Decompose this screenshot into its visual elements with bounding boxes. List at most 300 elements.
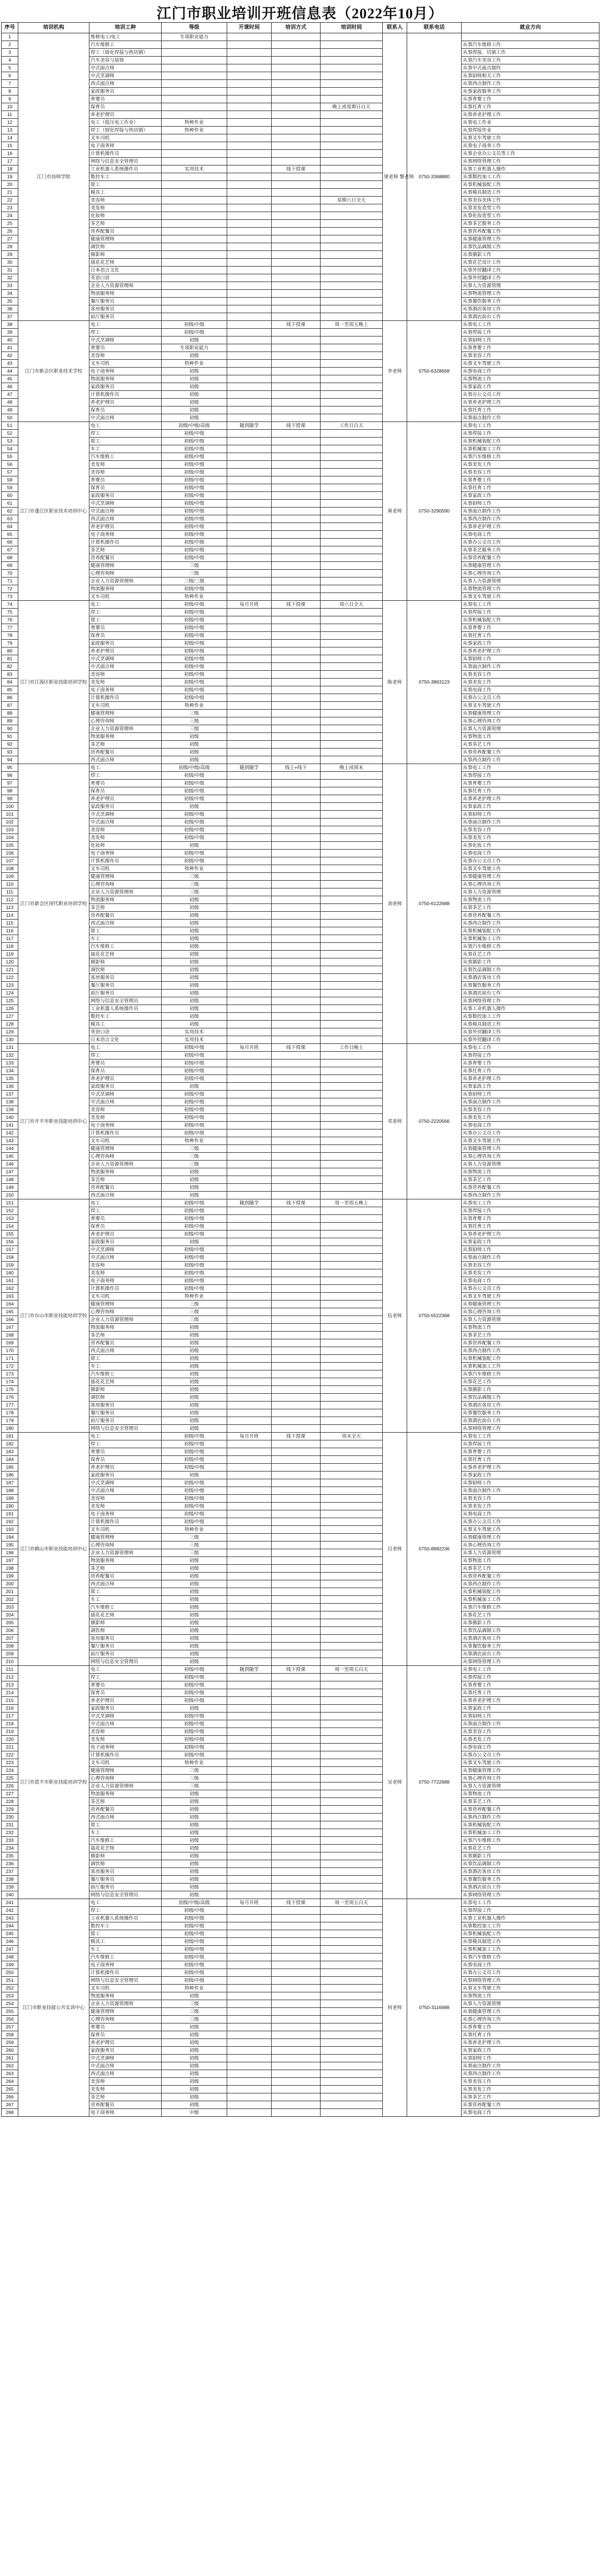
class-cell: 电工 — [89, 601, 162, 609]
row-index: 151 — [2, 1199, 18, 1207]
mode-cell — [272, 267, 321, 274]
level-cell: 初级/中级 — [162, 795, 227, 803]
level-cell: 初级/中级 — [162, 694, 227, 702]
level-cell: 三级 — [162, 1316, 227, 1324]
job-cell: 从事人力资源管理 — [462, 725, 599, 733]
start-cell — [227, 1681, 272, 1689]
time-cell — [321, 1798, 383, 1806]
class-cell: 家政服务员 — [89, 640, 162, 647]
job-cell: 从事机械装配工作 — [462, 438, 599, 445]
job-cell: 从事电工工作 — [462, 1199, 599, 1207]
mode-cell — [272, 1689, 321, 1697]
table-row — [2, 1518, 599, 1526]
row-index: 50 — [2, 414, 18, 422]
level-cell: 初级/中级 — [162, 469, 227, 476]
mode-cell — [272, 1091, 321, 1098]
mode-cell — [272, 142, 321, 150]
table-row — [2, 1036, 599, 1044]
class-cell: 家政服务员 — [89, 803, 162, 811]
job-cell: 从事美发工作 — [462, 1269, 599, 1277]
mode-cell — [272, 399, 321, 406]
job-cell: 从事机械加工工作 — [462, 445, 599, 453]
level-cell: 初级 — [162, 1565, 227, 1573]
table-row — [2, 1681, 599, 1689]
mode-cell — [272, 1059, 321, 1067]
table-row — [2, 1876, 599, 1884]
class-cell: 客房服务员 — [89, 305, 162, 313]
table-row — [2, 780, 599, 787]
start-cell — [227, 1596, 272, 1604]
start-cell — [227, 1930, 272, 1938]
start-cell — [227, 220, 272, 228]
row-index: 42 — [2, 352, 18, 360]
job-cell: 从事汽车维修工作 — [462, 41, 599, 49]
row-index: 115 — [2, 920, 18, 927]
class-cell: 网络与信息安全管理员 — [89, 1658, 162, 1666]
time-cell — [321, 1339, 383, 1347]
time-cell — [321, 2016, 383, 2023]
table-row — [2, 1604, 599, 1611]
job-cell: 从事美发工作 — [462, 1114, 599, 1122]
level-cell: 初级/中级 — [162, 508, 227, 515]
mode-cell — [272, 1526, 321, 1534]
table-row — [2, 531, 599, 539]
start-cell — [227, 305, 272, 313]
job-cell: 从事企业办公文员等工作 — [462, 150, 599, 158]
job-cell: 从事健康管理工作 — [462, 2008, 599, 2016]
table-row — [2, 1083, 599, 1091]
class-cell: 电子商务师 — [89, 1122, 162, 1129]
start-cell — [227, 2000, 272, 2008]
level-cell: 初级 — [162, 1378, 227, 1386]
phone-cell: 0750-5522368 — [407, 1199, 462, 1433]
time-cell — [321, 1300, 383, 1308]
class-cell: 餐厅服务员 — [89, 1876, 162, 1884]
class-cell: 汽车维修工 — [89, 1370, 162, 1378]
header-phone: 联系电话 — [407, 23, 462, 33]
job-cell: 从事电商工作 — [462, 368, 599, 375]
time-cell — [321, 811, 383, 819]
time-cell — [321, 220, 383, 228]
time-cell — [321, 1954, 383, 1961]
row-index: 144 — [2, 1145, 18, 1153]
table-row — [2, 267, 599, 274]
class-cell: 营养配餐员 — [89, 1806, 162, 1814]
job-cell: 从事美容工作 — [462, 1262, 599, 1269]
mode-cell — [272, 1464, 321, 1472]
start-cell — [227, 585, 272, 593]
mode-cell — [272, 2023, 321, 2031]
start-cell — [227, 1324, 272, 1332]
time-cell — [321, 850, 383, 857]
start-cell — [227, 733, 272, 741]
level-cell: 初级/中级 — [162, 1674, 227, 1681]
time-cell — [321, 1425, 383, 1433]
time-cell — [321, 1705, 383, 1713]
table-row — [2, 1806, 599, 1814]
level-cell: 初级 — [162, 733, 227, 741]
level-cell: 三级 — [162, 1161, 227, 1168]
table-row — [2, 1837, 599, 1845]
start-cell — [227, 1277, 272, 1285]
table-row — [2, 1238, 599, 1246]
level-cell: 初级 — [162, 990, 227, 997]
start-cell — [227, 1293, 272, 1300]
level-cell: 初级/中级 — [162, 1262, 227, 1269]
row-index: 59 — [2, 484, 18, 492]
time-cell — [321, 2078, 383, 2086]
row-index: 76 — [2, 616, 18, 624]
time-cell — [321, 96, 383, 103]
start-cell — [227, 694, 272, 702]
time-cell — [321, 1254, 383, 1262]
mode-cell — [272, 1573, 321, 1580]
time-cell — [321, 1611, 383, 1619]
class-cell: 叉车司机 — [89, 134, 162, 142]
level-cell: 初级/中级 — [162, 1697, 227, 1705]
job-cell: 从事焊接工作 — [462, 1440, 599, 1448]
class-cell: 家政服务员 — [89, 1083, 162, 1091]
level-cell: 初级/中级 — [162, 476, 227, 484]
time-cell — [321, 694, 383, 702]
class-cell: 美容师 — [89, 2078, 162, 2086]
time-cell — [321, 1541, 383, 1549]
header-org: 培训机构 — [18, 23, 89, 33]
row-index: 195 — [2, 1541, 18, 1549]
contact-cell: 何老师 — [383, 1899, 407, 2117]
start-cell — [227, 1868, 272, 1876]
mode-cell — [272, 1580, 321, 1588]
time-cell — [321, 787, 383, 795]
job-cell: 从事茶艺工作 — [462, 1332, 599, 1339]
time-cell — [321, 1075, 383, 1083]
class-cell: 物流服务师 — [89, 1790, 162, 1798]
row-index: 112 — [2, 896, 18, 904]
row-index: 252 — [2, 1985, 18, 1992]
start-cell — [227, 383, 272, 391]
level-cell: 初级 — [162, 1604, 227, 1611]
table-row — [2, 438, 599, 445]
header-level: 等级 — [162, 23, 227, 33]
job-cell: 从事家政工作 — [462, 2047, 599, 2055]
class-cell: 前厅服务员 — [89, 990, 162, 997]
mode-cell — [272, 1643, 321, 1650]
level-cell: 初级/中级 — [162, 546, 227, 554]
class-cell: 汽车维修工 — [89, 41, 162, 49]
row-index: 85 — [2, 686, 18, 694]
class-cell: 保育员 — [89, 484, 162, 492]
table-row — [2, 1596, 599, 1604]
level-cell — [162, 173, 227, 181]
job-cell: 从事网络管理工作 — [462, 158, 599, 165]
job-cell: 从事模具制造工作 — [462, 189, 599, 197]
level-cell: 初级/中级 — [162, 671, 227, 679]
job-cell: 从事叉车驾驶工作 — [462, 1985, 599, 1992]
job-cell: 从事家政工作 — [462, 383, 599, 391]
level-cell: 初级 — [162, 1619, 227, 1627]
phone-cell: 0750-3116988 — [407, 1899, 462, 2117]
job-cell: 从事茶艺服务工作 — [462, 546, 599, 554]
start-cell — [227, 1565, 272, 1573]
class-cell: 焊工 — [89, 1052, 162, 1059]
job-cell: 从事厨师工作 — [462, 1091, 599, 1098]
table-row — [2, 1495, 599, 1503]
table-row — [2, 1588, 599, 1596]
level-cell — [162, 290, 227, 298]
table-row — [2, 710, 599, 717]
start-cell — [227, 546, 272, 554]
mode-cell — [272, 391, 321, 399]
job-cell: 从事托育工作 — [462, 1067, 599, 1075]
table-row — [2, 1829, 599, 1837]
mode-cell — [272, 2070, 321, 2078]
mode-cell — [272, 795, 321, 803]
level-cell: 初级/中级 — [162, 1518, 227, 1526]
level-cell: 初级 — [162, 1409, 227, 1417]
level-cell: 初级 — [162, 383, 227, 391]
row-index: 198 — [2, 1565, 18, 1573]
row-index: 267 — [2, 2101, 18, 2109]
row-index: 120 — [2, 958, 18, 966]
start-cell — [227, 2023, 272, 2031]
time-cell — [321, 570, 383, 578]
class-cell: 育婴员 — [89, 344, 162, 352]
job-cell: 从事机械装配工作 — [462, 616, 599, 624]
mode-cell — [272, 1876, 321, 1884]
mode-cell — [272, 803, 321, 811]
start-cell — [227, 2109, 272, 2117]
class-cell: 物流服务师 — [89, 375, 162, 383]
start-cell — [227, 624, 272, 632]
mode-cell — [272, 158, 321, 165]
row-index: 47 — [2, 391, 18, 399]
row-index: 216 — [2, 1705, 18, 1713]
level-cell: 初级 — [162, 2093, 227, 2101]
table-row — [2, 1378, 599, 1386]
mode-cell — [272, 150, 321, 158]
class-cell: 前厅服务员 — [89, 313, 162, 321]
row-index: 93 — [2, 749, 18, 756]
mode-cell — [272, 2078, 321, 2086]
time-cell — [321, 904, 383, 912]
org-cell: 江门市台山市职业技能培训学校 — [18, 1199, 89, 1433]
start-cell — [227, 2086, 272, 2093]
time-cell — [321, 329, 383, 337]
level-cell: 特种作业 — [162, 360, 227, 368]
mode-cell — [272, 2101, 321, 2109]
table-row — [2, 305, 599, 313]
class-cell: 电工 — [89, 1899, 162, 1907]
job-cell: 从事美容工作 — [462, 469, 599, 476]
job-cell: 从事酒店前台工作 — [462, 990, 599, 997]
mode-cell — [272, 1907, 321, 1915]
start-cell — [227, 64, 272, 72]
row-index: 163 — [2, 1293, 18, 1300]
start-cell: 每月开班 — [227, 1044, 272, 1052]
row-index: 245 — [2, 1930, 18, 1938]
class-cell: 车工 — [89, 445, 162, 453]
level-cell: 三级 — [162, 888, 227, 896]
time-cell — [321, 896, 383, 904]
class-cell: 焊工 — [89, 1907, 162, 1915]
level-cell: 三级 — [162, 1767, 227, 1775]
table-row — [2, 1005, 599, 1013]
job-cell: 从事茶艺工作 — [462, 904, 599, 912]
row-index: 118 — [2, 943, 18, 951]
level-cell: 实用技术 — [162, 1036, 227, 1044]
level-cell: 初级/中级 — [162, 430, 227, 438]
time-cell — [321, 554, 383, 562]
time-cell — [321, 360, 383, 368]
mode-cell — [272, 1098, 321, 1106]
mode-cell — [272, 515, 321, 523]
table-row — [2, 1254, 599, 1262]
level-cell — [162, 197, 227, 204]
time-cell — [321, 127, 383, 134]
level-cell: 专项职业能力 — [162, 344, 227, 352]
time-cell — [321, 1021, 383, 1028]
row-index: 241 — [2, 1899, 18, 1907]
start-cell — [227, 1339, 272, 1347]
mode-cell — [272, 1588, 321, 1596]
class-cell: 插花花艺师 — [89, 1845, 162, 1852]
level-cell: 初级 — [162, 1573, 227, 1580]
table-row — [2, 554, 599, 562]
mode-cell — [272, 1852, 321, 1860]
level-cell — [162, 111, 227, 119]
table-row — [2, 1091, 599, 1098]
class-cell: 美容师 — [89, 469, 162, 476]
time-cell — [321, 1005, 383, 1013]
level-cell: 初级 — [162, 966, 227, 974]
level-cell: 初级 — [162, 391, 227, 399]
job-cell: 从事家政工作 — [462, 803, 599, 811]
job-cell: 从事家政服务工作 — [462, 88, 599, 96]
start-cell — [227, 228, 272, 235]
job-cell: 从事网络管理工作 — [462, 1658, 599, 1666]
job-cell: 从事摄影工作 — [462, 251, 599, 259]
time-cell — [321, 951, 383, 958]
job-cell: 从事美发造型工作 — [462, 204, 599, 212]
mode-cell — [272, 438, 321, 445]
level-cell: 特种作业 — [162, 593, 227, 601]
start-cell — [227, 96, 272, 103]
time-cell — [321, 1961, 383, 1969]
start-cell — [227, 72, 272, 80]
job-cell: 从事办公文员工作 — [462, 1969, 599, 1977]
job-cell: 从事酒店客房工作 — [462, 1868, 599, 1876]
level-cell — [162, 80, 227, 88]
mode-cell — [272, 406, 321, 414]
class-cell: 美发师 — [89, 1503, 162, 1510]
start-cell — [227, 904, 272, 912]
mode-cell — [272, 1192, 321, 1199]
row-index: 81 — [2, 655, 18, 663]
table-row — [2, 1192, 599, 1199]
table-row — [2, 375, 599, 383]
class-cell: 育婴员 — [89, 1448, 162, 1456]
time-cell — [321, 1588, 383, 1596]
level-cell: 三级 — [162, 1308, 227, 1316]
level-cell: 初级 — [162, 756, 227, 764]
org-cell: 江门市技师学院 — [18, 33, 89, 321]
class-cell: 餐厅服务员 — [89, 982, 162, 990]
start-cell — [227, 1262, 272, 1269]
start-cell — [227, 1915, 272, 1922]
level-cell — [162, 49, 227, 57]
job-cell: 从事电商工作 — [462, 850, 599, 857]
level-cell: 初级 — [162, 1472, 227, 1479]
row-index: 18 — [2, 165, 18, 173]
row-index: 13 — [2, 127, 18, 134]
row-index: 119 — [2, 951, 18, 958]
row-index: 211 — [2, 1666, 18, 1674]
start-cell — [227, 1775, 272, 1782]
time-cell — [321, 1635, 383, 1643]
start-cell — [227, 1394, 272, 1402]
mode-cell — [272, 1681, 321, 1689]
level-cell: 初级 — [162, 1192, 227, 1199]
table-row — [2, 189, 599, 197]
level-cell: 初级/中级 — [162, 632, 227, 640]
class-cell: 焊工 — [89, 430, 162, 438]
table-row — [2, 1938, 599, 1946]
class-cell: 插花花艺师 — [89, 1611, 162, 1619]
mode-cell — [272, 2016, 321, 2023]
level-cell: 初级/中级 — [162, 1215, 227, 1223]
level-cell: 初级/中级 — [162, 453, 227, 461]
job-cell: 从事营养配餐工作 — [462, 1806, 599, 1814]
job-cell: 从事焊接工作 — [462, 609, 599, 616]
time-cell — [321, 1821, 383, 1829]
class-cell: 摄影师 — [89, 1619, 162, 1627]
mode-cell — [272, 1814, 321, 1821]
time-cell — [321, 1277, 383, 1285]
job-cell: 从事育婴工作 — [462, 1681, 599, 1689]
time-cell — [321, 2031, 383, 2039]
start-cell — [227, 1985, 272, 1992]
time-cell — [321, 406, 383, 414]
start-cell — [227, 826, 272, 834]
start-cell — [227, 1573, 272, 1580]
job-cell: 从事茶艺服务工作 — [462, 220, 599, 228]
level-cell: 初级/中级 — [162, 321, 227, 329]
start-cell — [227, 368, 272, 375]
time-cell — [321, 1720, 383, 1728]
mode-cell — [272, 1798, 321, 1806]
job-cell: 从事办公文员工作 — [462, 694, 599, 702]
time-cell — [321, 671, 383, 679]
class-cell: 企业人力资源管理师 — [89, 2000, 162, 2008]
row-index: 75 — [2, 609, 18, 616]
time-cell — [321, 1643, 383, 1650]
job-cell: 从事育婴工作 — [462, 96, 599, 103]
start-cell — [227, 352, 272, 360]
job-cell: 从事美容工作 — [462, 671, 599, 679]
table-row — [2, 1277, 599, 1285]
start-cell — [227, 1510, 272, 1518]
table-row — [2, 1067, 599, 1075]
class-cell: 工业机器人系统操作员 — [89, 1005, 162, 1013]
table-row — [2, 1440, 599, 1448]
row-index: 143 — [2, 1137, 18, 1145]
row-index: 169 — [2, 1339, 18, 1347]
class-cell: 车工 — [89, 1946, 162, 1954]
class-cell: 心理咨询师 — [89, 570, 162, 578]
start-cell — [227, 1464, 272, 1472]
table-row — [2, 888, 599, 896]
header-contact: 联系人 — [383, 23, 407, 33]
